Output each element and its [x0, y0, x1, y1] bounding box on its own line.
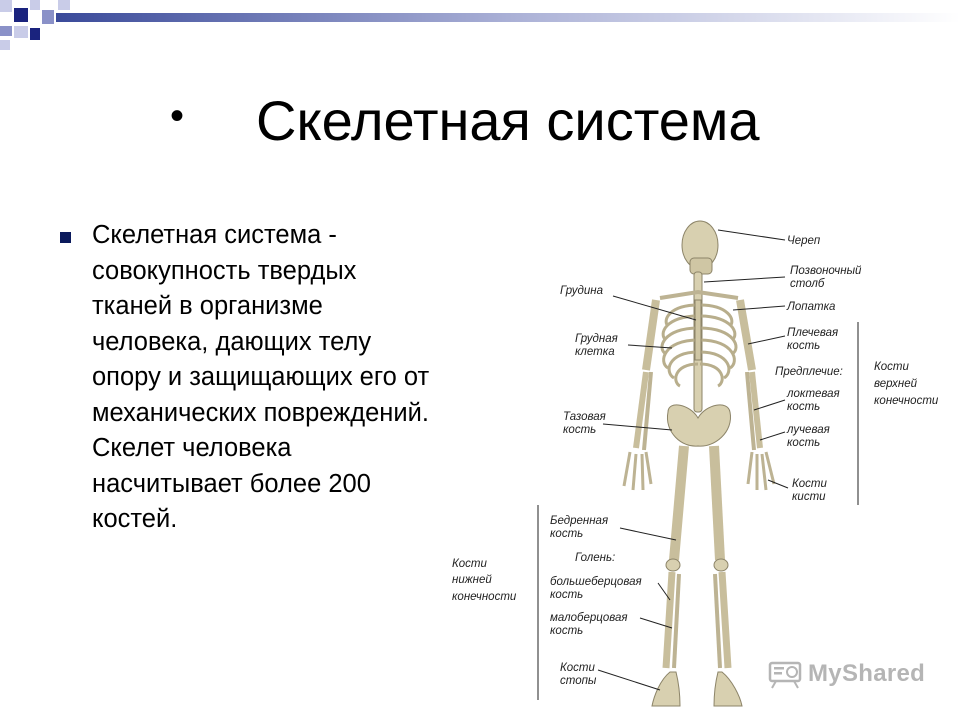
label-spine-line2: столб: [790, 278, 825, 290]
label-shin: Голень:: [575, 552, 616, 564]
skeleton-drawing: [624, 221, 774, 706]
label-chest-line1: Грудная: [575, 333, 618, 345]
label-ulna-line1: локтевая: [787, 388, 840, 400]
label-sternum: Грудина: [560, 285, 603, 297]
label-upper-limb-line3: конечности: [874, 395, 939, 407]
label-lower-limb-line1: Кости: [452, 558, 487, 570]
skeleton-diagram: [440, 205, 960, 720]
body-paragraph: Скелетная система - совокупность твердых тканей в организме человека, дающих телу опору и защищающих его от механических повреждений. Скелет человека насчитывает более 200 костей.: [92, 221, 430, 533]
label-chest-line2: клетка: [575, 346, 615, 358]
label-hand-line2: кисти: [792, 491, 826, 503]
label-humerus-line2: кость: [787, 340, 821, 352]
label-foot-line1: Кости: [560, 662, 595, 674]
label-lower-limb-line2: нижней: [452, 574, 492, 586]
label-tibia-line1: большеберцовая: [550, 576, 642, 588]
label-radius-line1: лучевая: [787, 424, 830, 436]
label-humerus-line1: Плечевая: [787, 327, 839, 339]
label-pelvis-line2: кость: [563, 424, 597, 436]
slide-title: Скелетная система: [256, 89, 760, 152]
label-upper-limb-line2: верхней: [874, 378, 918, 390]
label-foot-line2: стопы: [560, 675, 597, 687]
label-spine-line1: Позвоночный: [790, 265, 862, 277]
label-hand-line1: Кости: [792, 478, 827, 490]
label-fibula-line2: кость: [550, 625, 584, 637]
projector-logo-icon: [768, 659, 802, 689]
label-fibula-line1: малоберцовая: [550, 612, 628, 624]
label-skull: Череп: [787, 235, 821, 247]
label-femur-line2: кость: [550, 528, 584, 540]
label-pelvis-line1: Тазовая: [563, 411, 606, 423]
label-ulna-line2: кость: [787, 401, 821, 413]
label-scapula: Лопатка: [787, 301, 836, 313]
label-lower-limb-line3: конечности: [452, 591, 517, 603]
watermark-text: MyShared: [808, 660, 926, 687]
title-row: [0, 88, 960, 158]
label-upper-limb-line1: Кости: [874, 361, 909, 373]
label-forearm: Предплечие:: [775, 366, 843, 378]
sternum-shape: [695, 300, 701, 360]
decorative-header-bar: [0, 0, 960, 60]
label-tibia-line2: кость: [550, 589, 584, 601]
square-bullet-icon: [60, 232, 71, 243]
label-radius-line2: кость: [787, 437, 821, 449]
label-femur-line1: Бедренная: [550, 515, 609, 527]
title-bullet: •: [170, 94, 185, 138]
watermark: [768, 656, 925, 692]
